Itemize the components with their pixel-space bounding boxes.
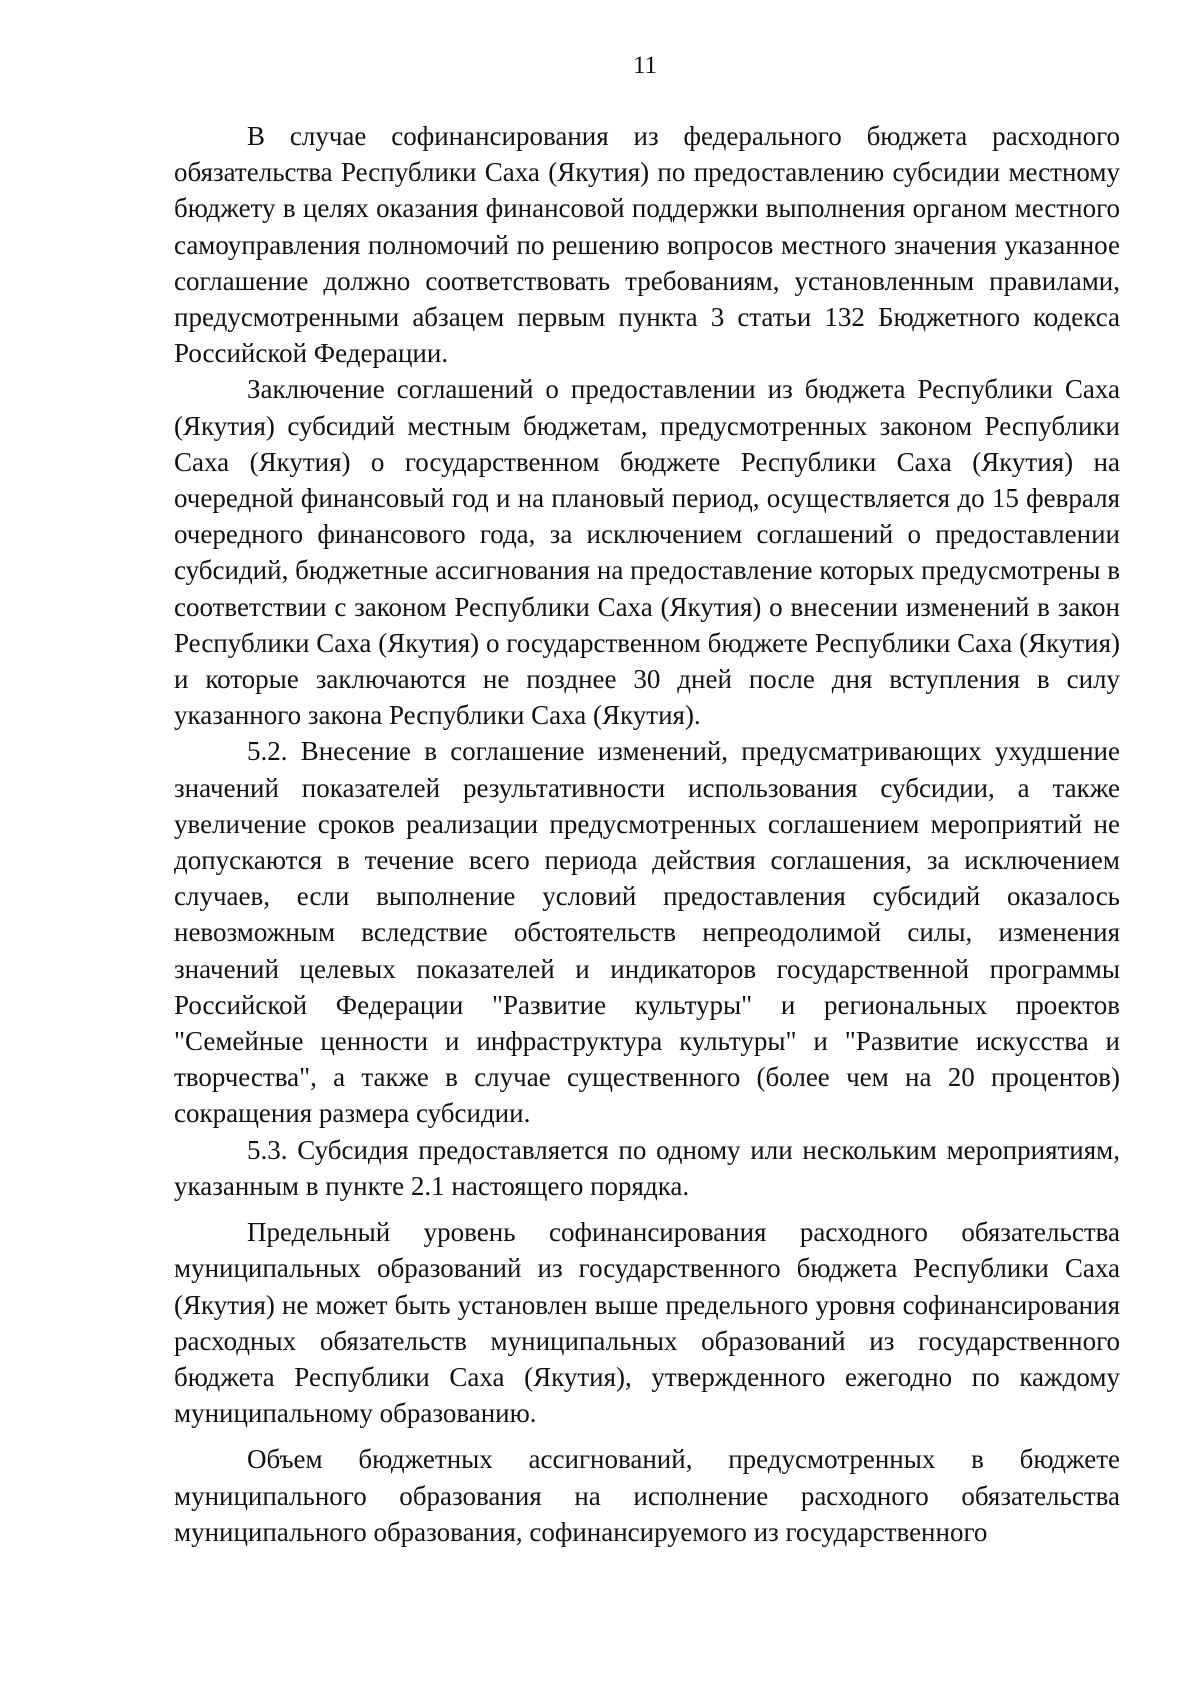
paragraph-cofinancing-federal: В случае софинансирования из федерального бюджета расходного обязательства Республики Саха (Якутия) по предоставлению субсидии местному бюджету в целях оказания финансовой поддержки выполнения органом местного самоуправления полномочий по решению вопросов местного значения указанное соглашение должно соответствовать требованиям, установленным правилами, предусмотренными абзацем первым пункта 3 статьи 132 Бюджетного кодекса Российской Федерации.	[174, 121, 1120, 369]
paragraph-agreements-conclusion: Заключение соглашений о предоставлении из бюджета Республики Саха (Якутия) субсидий местным бюджетам, предусмотренных законом Республики Саха (Якутия) о государственном бюджете Республики Саха (Якутия) на очередной финансовый год и на плановый период, осуществляется до 15 февраля очередного финансового года, за исключением соглашений о предоставлении субсидий, бюджетные ассигнования на предоставление которых предусмотрены в соответствии с законом Республики Саха (Якутия) о внесении изменений в закон Республики Саха (Якутия) о государственном бюджете Республики Саха (Якутия) и которые заключаются не позднее 30 дней после дня вступления в силу указанного закона Республики Саха (Якутия).	[174, 374, 1120, 731]
page-number: 11	[632, 52, 658, 79]
paragraph-5-3-subsidy-measures: 5.3. Субсидия предоставляется по одному или нескольким мероприятиям, указанным в пункте 2.1 настоящего порядка.	[174, 1134, 1120, 1201]
paragraph-cofinancing-limit: Предельный уровень софинансирования расходного обязательства муниципальных образований из государственного бюджета Республики Саха (Якутия) не может быть установлен выше предельного уровня софинансирования расходных обязательств муниципальных образований из государственного бюджета Республики Саха (Якутия), утвержденного ежегодно по каждому муниципальному образованию.	[174, 1217, 1120, 1429]
document-body	[174, 118, 1120, 1550]
paragraph-5-2-agreement-changes: 5.2. Внесение в соглашение изменений, предусматривающих ухудшение значений показателей результативности использования субсидии, а также увеличение сроков реализации предусмотренных соглашением мероприятий не допускаются в течение всего периода действия соглашения, за исключением случаев, если выполнение условий предоставления субсидий оказалось невозможным вследствие обстоятельств непреодолимой силы, изменения значений целевых показателей и индикаторов государственной программы Российской Федерации "Развитие культуры" и региональных проектов "Семейные ценности и инфраструктура культуры" и "Развитие искусства и творчества", а также в случае существенного (более чем на 20 процентов) сокращения размера субсидии.	[174, 736, 1120, 1129]
paragraph-budget-allocations: Объем бюджетных ассигнований, предусмотренных в бюджете муниципального образования на исполнение расходного обязательства муниципального образования, софинансируемого из государственного	[174, 1444, 1120, 1547]
